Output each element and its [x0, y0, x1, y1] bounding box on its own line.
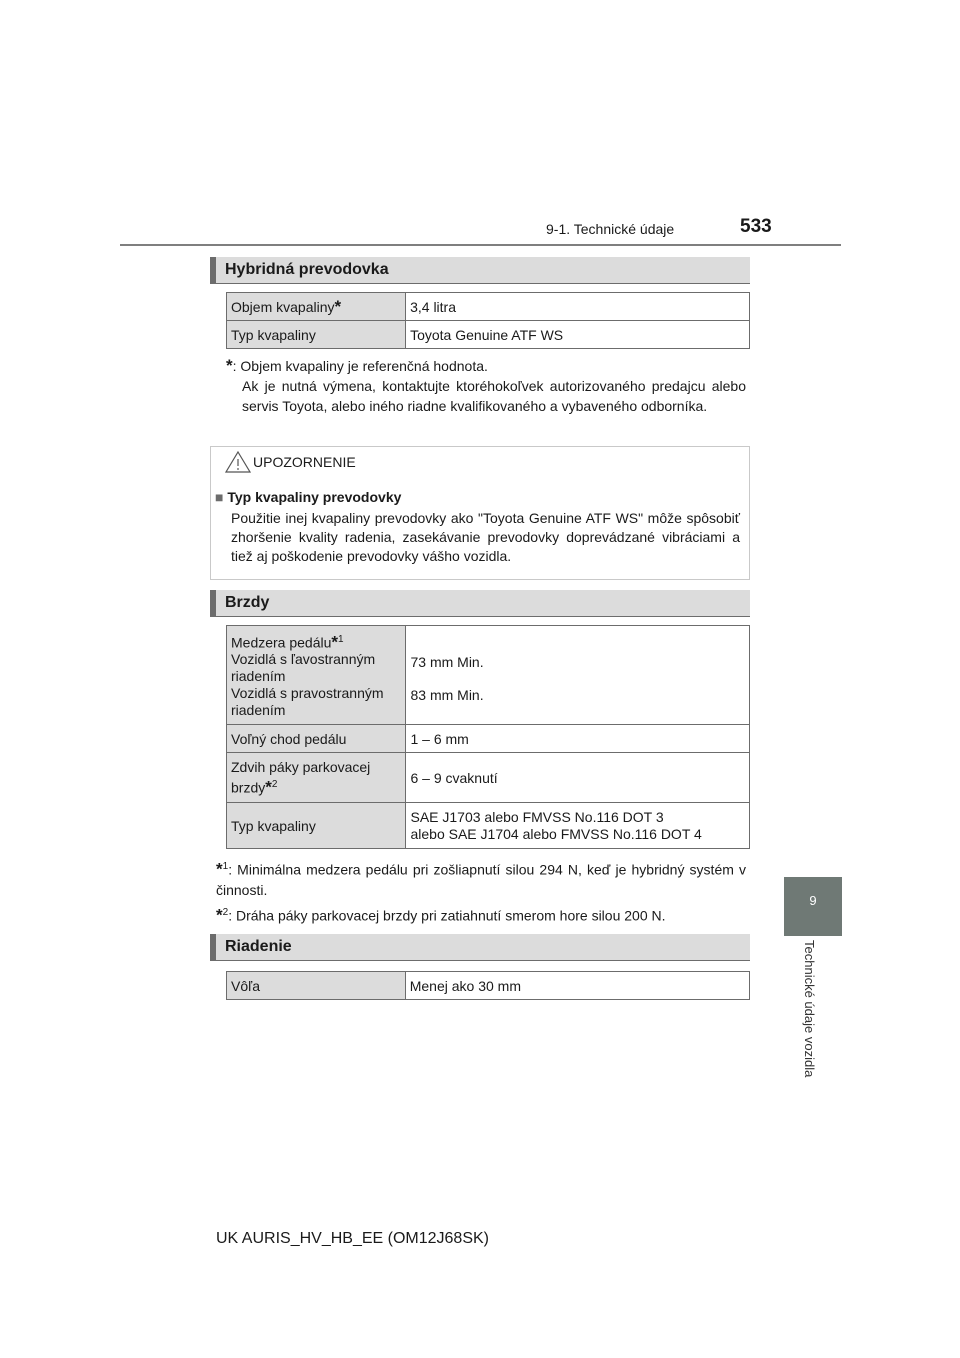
footnote-ref: 2 — [222, 907, 229, 918]
chapter-tab — [784, 877, 842, 936]
rhd-label: Vozidlá s pravostranným riadením — [231, 685, 384, 719]
rhd-value: 83 mm Min. — [410, 686, 484, 703]
table-cell-value — [406, 626, 750, 725]
table-cell-label: Typ kvapaliny — [227, 803, 406, 849]
asterisk-mark: * — [216, 905, 223, 925]
asterisk-mark: * — [331, 632, 339, 652]
table-row — [227, 972, 750, 1000]
table-cell-value — [406, 803, 750, 849]
steering-table — [226, 971, 750, 1000]
brakes-heading: Brzdy — [210, 590, 750, 617]
warning-box — [210, 446, 750, 580]
steering-heading: Riadenie — [210, 934, 750, 961]
chapter-label-text: Technické údaje vozidla — [802, 940, 817, 1078]
table-cell-label: Typ kvapaliny — [227, 321, 406, 349]
header-divider — [120, 244, 841, 246]
footnote-fluid-volume — [226, 356, 746, 416]
footnote-parking-brake — [216, 903, 746, 926]
table-row — [227, 803, 750, 849]
asterisk-mark: * — [334, 296, 342, 316]
table-row — [227, 321, 750, 349]
table-cell-label: Zdvih páky parkovacej brzdy*$^2$ — [227, 753, 406, 803]
lhd-value: 73 mm Min. — [410, 653, 484, 670]
table-cell-label: Voľný chod pedálu — [227, 725, 406, 753]
asterisk-mark: * — [216, 859, 223, 879]
table-cell-label: Medzera pedálu*$^1$ Vozidlá s ľavostranným riadením Vozidlá s pravostranným riadením — [227, 626, 406, 725]
warning-label: UPOZORNENIE — [253, 454, 356, 470]
warning-text: Použitie inej kvapaliny prevodovky ako "Toyota Genuine ATF WS" môže spôsobiť zhoršenie kvality radenia, zasekávanie prevodovky doprevádzané vibráciami a tiež aj poškodenie prevodovky vášho vozidla. — [231, 510, 740, 564]
table-row — [227, 626, 750, 725]
table-cell-label: Objem kvapaliny* — [227, 293, 406, 321]
footnote-ref: 1 — [222, 861, 229, 872]
footer-model: UK AURIS_HV_HB_EE (OM12J68SK) — [216, 1230, 489, 1247]
chapter-number: 9 — [809, 893, 817, 908]
footnote-text: : Objem kvapaliny je referenčná hodnota. — [232, 358, 488, 374]
footnote-text: : Dráha páky parkovacej brzdy pri zatiahnutí smerom hore silou 200 N. — [228, 907, 666, 924]
table-cell-value: Toyota Genuine ATF WS — [406, 321, 750, 349]
table-row — [227, 725, 750, 753]
asterisk-mark: * — [226, 356, 233, 375]
table-row — [227, 753, 750, 803]
asterisk-mark: * — [265, 777, 272, 797]
table-cell-value: 3,4 litra — [406, 293, 750, 321]
footnote-text: Ak je nutná výmena, kontaktujte ktoréhokoľvek autorizovaného predajcu alebo servis Toyota, alebo iného riadne kvalifikovaného a vybaveného odborníka. — [242, 378, 746, 414]
footnote-ref: 1 — [338, 633, 344, 645]
chapter-label — [780, 940, 817, 1100]
table-cell-label: Vôľa — [227, 972, 406, 1000]
hybrid-transmission-table — [226, 292, 750, 349]
footnote-text: : Minimálna medzera pedálu pri zošliapnutí silou 294 N, keď je hybridný systém v činnosti. — [216, 861, 746, 898]
footnote-ref: 2 — [271, 779, 278, 791]
footnote-pedal-clearance — [216, 857, 746, 900]
brakes-table — [226, 625, 750, 849]
square-bullet-icon: ■ — [215, 489, 224, 505]
table-row — [227, 293, 750, 321]
table-cell-value: 1 – 6 mm — [406, 725, 750, 753]
hybrid-transmission-heading: Hybridná prevodovka — [210, 257, 750, 284]
fluid-value-line: alebo SAE J1704 alebo FMVSS No.116 DOT 4 — [410, 825, 702, 842]
table-cell-value: Menej ako 30 mm — [405, 972, 749, 1000]
page-number: 533 — [740, 216, 772, 237]
table-cell-value: 6 – 9 cvaknutí — [406, 753, 750, 803]
section-title: 9-1. Technické údaje — [546, 221, 675, 237]
fluid-value-line: SAE J1703 alebo FMVSS No.116 DOT 3 — [410, 808, 664, 825]
warning-subtitle: ■ Typ kvapaliny prevodovky — [215, 489, 402, 505]
lhd-label: Vozidlá s ľavostranným riadením — [231, 651, 376, 685]
warning-triangle-icon — [225, 451, 251, 478]
